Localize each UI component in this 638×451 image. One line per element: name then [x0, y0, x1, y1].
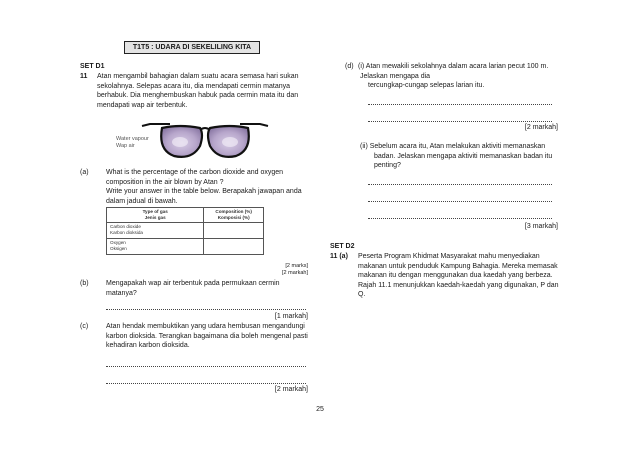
header-gas-ms: Jenis gas [144, 215, 166, 220]
answer-line-d-i1[interactable] [368, 104, 552, 105]
intro-line: Atan mengambil bahagian dalam suatu acara semasa hari sukan [97, 73, 299, 80]
question-a-marks [250, 263, 308, 277]
q2-line: makanan untuk penduduk Kampung Bahagia. Mereka memasak [358, 262, 558, 270]
question-d-i-mark: [2 markah] [524, 124, 558, 131]
header-gas-en: Type of gas [142, 209, 168, 214]
answer-cell-carbon-dioxide[interactable] [204, 223, 264, 239]
qdi-line: (i) Atan mewakili sekolahnya dalam acara larian pecut 100 m. [358, 63, 549, 70]
answer-line-b[interactable] [106, 309, 306, 310]
qc-line: karbon dioksida. Terangkan bagaimana dia boleh mengenal pasti [106, 332, 308, 340]
set2-label: SET D2 [330, 243, 355, 250]
answer-line-d-ii1[interactable] [368, 184, 552, 185]
table-row [107, 239, 264, 255]
qb-line: matanya? [106, 289, 137, 297]
answer-cell-oxygen[interactable] [204, 239, 264, 255]
marks-en: [2 marks] [285, 263, 308, 269]
question-c-label: (c) [80, 323, 89, 330]
qc-line: kehadiran karbon dioksida. [106, 342, 190, 349]
question-d-ii-mark: [3 markah] [524, 223, 558, 230]
question-b-text [106, 279, 311, 298]
answer-line-d-i2[interactable] [368, 121, 552, 122]
intro-line: berhabuk. Dia menghembuskan habuk pada cermin mata itu dan [97, 92, 299, 99]
section-title: T1T5 : UDARA DI SEKELILING KITA [124, 41, 260, 54]
answer-line-d-ii2[interactable] [368, 201, 552, 202]
answer-line-d-ii3[interactable] [368, 218, 552, 219]
marks-ms: [2 markah] [282, 270, 308, 276]
question-c-mark: [2 markah] [274, 386, 308, 393]
question2-number: 11 (a) [330, 253, 348, 260]
page-number: 25 [316, 406, 324, 413]
gas-name-en: Carbon dioxide [110, 224, 141, 229]
table-cell-gas [107, 223, 204, 239]
qa-line: composition in the air blown by Atan ? [106, 178, 224, 186]
question-a-text [106, 168, 311, 206]
qdii-line: penting? [374, 162, 401, 169]
qa-line: What is the percentage of the carbon dioxide and oxygen [106, 169, 284, 176]
gas-name-en: Oxygen [110, 240, 126, 245]
question-intro [97, 72, 317, 110]
figure-label-ms: Wap air [116, 143, 135, 149]
qdi-line: tercungkap-cungap selepas larian itu. [368, 82, 485, 89]
intro-line: mendapati wap air terbentuk. [97, 101, 188, 109]
question-b-label: (b) [80, 280, 89, 287]
set-label: SET D1 [80, 63, 105, 70]
qb-line: Mengapakah wap air terbentuk pada permukaan cermin [106, 280, 280, 287]
q2-line: Q. [358, 291, 366, 298]
table-header-composition [204, 208, 264, 223]
question-d-ii-text [360, 142, 560, 171]
eyeglasses-figure [140, 114, 270, 164]
question-b-mark: [1 markah] [274, 313, 308, 320]
qa-line: dalam jadual di bawah. [106, 197, 178, 205]
question-c-text [106, 322, 316, 351]
qdii-line: (ii) Sebelum acara itu, Atan melakukan aktiviti memanaskan [360, 143, 546, 150]
header-comp-en: Composition (%) [215, 209, 252, 214]
intro-line: sekolahnya. Selepas acara itu, dia mendapati cermin matanya [97, 82, 290, 90]
q2-line: Peserta Program Khidmat Masyarakat mahu menyediakan [358, 253, 540, 260]
answer-line-c1[interactable] [106, 366, 306, 367]
qdi-line: Jelaskan mengapa dia [360, 72, 431, 80]
answer-line-c2[interactable] [106, 383, 306, 384]
q2-line: Rajah 11.1 menunjukkan kaedah-kaedah yang digunakan, P dan [358, 281, 559, 289]
qdii-line: badan. Jelaskan mengapa aktiviti memanaskan badan itu [374, 152, 553, 160]
qc-line: Atan hendak membuktikan yang udara hembusan mengandungi [106, 323, 305, 330]
question2-text [358, 252, 563, 300]
gas-name-ms: Oksigen [110, 246, 127, 251]
gas-name-ms: Karbon dioksida [110, 230, 143, 235]
table-cell-gas [107, 239, 204, 255]
qa-line: Write your answer in the table below. Berapakah jawapan anda [106, 188, 302, 195]
gas-composition-table [106, 207, 264, 255]
question-number: 11 [80, 73, 88, 80]
question-a-label: (a) [80, 169, 89, 176]
question-d-label: (d) [345, 63, 354, 70]
table-row [107, 223, 264, 239]
q2-line: makanan itu dengan menggunakan dua kaedah yang berbeza. [358, 272, 553, 279]
figure-label-en: Water vapour [116, 136, 149, 142]
question-d-i-text [358, 62, 558, 91]
header-comp-ms: Komposisi (%) [217, 215, 250, 220]
table-header-gas [107, 208, 204, 223]
